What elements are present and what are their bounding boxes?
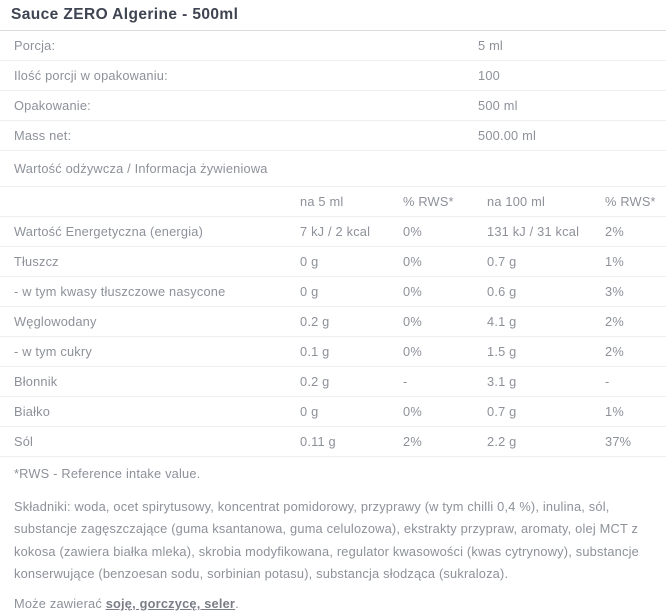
info-label: Porcja: [14, 38, 56, 53]
nutrition-section-heading [0, 151, 666, 187]
nutrition-table [0, 187, 666, 457]
cell-per-serving: 0 g [300, 404, 319, 419]
cell-per-serving: 0.11 g [300, 434, 336, 449]
cell-rws-serving: 0% [403, 404, 422, 419]
cell-per-serving: 0.1 g [300, 344, 330, 359]
row-label: Błonnik [14, 374, 58, 389]
table-row-fiber [0, 367, 666, 397]
info-value: 500.00 ml [478, 128, 536, 143]
cell-per-serving: 7 kJ / 2 kcal [300, 224, 371, 239]
row-label: - w tym kwasy tłuszczowe nasycone [14, 284, 226, 299]
cell-rws-100: - [605, 374, 610, 389]
cell-per-serving: 0 g [300, 284, 319, 299]
page-title: Sauce ZERO Algerine - 500ml [11, 6, 239, 23]
cell-rws-100: 2% [605, 344, 624, 359]
nutrition-header-row [0, 187, 666, 217]
row-label: Tłuszcz [14, 254, 59, 269]
table-row-sugars [0, 337, 666, 367]
cell-rws-100: 2% [605, 314, 624, 329]
cell-per-serving: 0.2 g [300, 374, 330, 389]
info-label: Mass net: [14, 128, 72, 143]
cell-rws-serving: 0% [403, 224, 422, 239]
cell-rws-serving: - [403, 374, 408, 389]
cell-per-100: 4.1 g [487, 314, 517, 329]
cell-per-100: 1.5 g [487, 344, 517, 359]
row-label: Sól [14, 434, 34, 449]
cell-rws-100: 1% [605, 254, 624, 269]
cell-rws-100: 37% [605, 434, 632, 449]
cell-per-serving: 0 g [300, 254, 319, 269]
info-value: 500 ml [478, 98, 518, 113]
cell-rws-serving: 0% [403, 314, 422, 329]
nutrition-section-title: Wartość odżywcza / Informacja żywieniowa [14, 161, 268, 176]
table-row-protein [0, 397, 666, 427]
cell-per-100: 3.1 g [487, 374, 517, 389]
row-label: Wartość Energetyczna (energia) [14, 224, 204, 239]
may-contain-prefix: Może zawierać [14, 595, 106, 611]
may-contain-suffix: . [235, 595, 239, 611]
cell-rws-serving: 0% [403, 344, 422, 359]
info-label: Ilość porcji w opakowaniu: [14, 68, 168, 83]
info-table [0, 31, 666, 151]
table-row-energy [0, 217, 666, 247]
column-header-rws-100: % RWS* [605, 194, 656, 209]
may-contain-line [14, 595, 650, 613]
table-row-fat [0, 247, 666, 277]
cell-rws-100: 2% [605, 224, 624, 239]
column-header-per-100: na 100 ml [487, 194, 545, 209]
info-row-porcja [0, 31, 666, 61]
row-label: - w tym cukry [14, 344, 92, 359]
cell-per-100: 131 kJ / 31 kcal [487, 224, 580, 239]
info-value: 5 ml [478, 38, 503, 53]
info-row-mass-net [0, 121, 666, 151]
info-value: 100 [478, 68, 500, 83]
title-bar [0, 0, 666, 31]
cell-per-100: 0.6 g [487, 284, 517, 299]
rws-footnote: *RWS - Reference intake value. [14, 466, 201, 481]
cell-per-100: 2.2 g [487, 434, 517, 449]
table-row-salt [0, 427, 666, 457]
info-row-ilosc-porcji [0, 61, 666, 91]
ingredients-text: Składniki: woda, ocet spirytusowy, koncentrat pomidorowy, przyprawy (w tym chilli 0,4 %), inulina, sól, substancje zagęszczające (guma ksantanowa, guma celulozowa), ekstrakty przypraw, aromaty, olej MCT z kokosa (zawiera białka mleka), skrobia modyfikowana, regulator kwasowości (kwas cytrynowy), substancje konserwujące (benzoesan sodu, sorbinian potasu), substancja słodząca (sukraloza). [14, 499, 639, 582]
table-row-carbohydrates [0, 307, 666, 337]
cell-rws-100: 3% [605, 284, 624, 299]
cell-rws-serving: 2% [403, 434, 422, 449]
cell-rws-100: 1% [605, 404, 624, 419]
cell-rws-serving: 0% [403, 254, 422, 269]
info-label: Opakowanie: [14, 98, 91, 113]
cell-per-100: 0.7 g [487, 404, 517, 419]
row-label: Białko [14, 404, 51, 419]
table-row-saturated-fat [0, 277, 666, 307]
footnotes [0, 465, 666, 613]
column-header-per-serving: na 5 ml [300, 194, 344, 209]
cell-per-serving: 0.2 g [300, 314, 330, 329]
cell-rws-serving: 0% [403, 284, 422, 299]
column-header-rws-serving: % RWS* [403, 194, 454, 209]
allergens-link[interactable]: soję, gorczycę, seler [105, 595, 236, 611]
cell-per-100: 0.7 g [487, 254, 517, 269]
row-label: Węglowodany [14, 314, 97, 329]
info-row-opakowanie [0, 91, 666, 121]
